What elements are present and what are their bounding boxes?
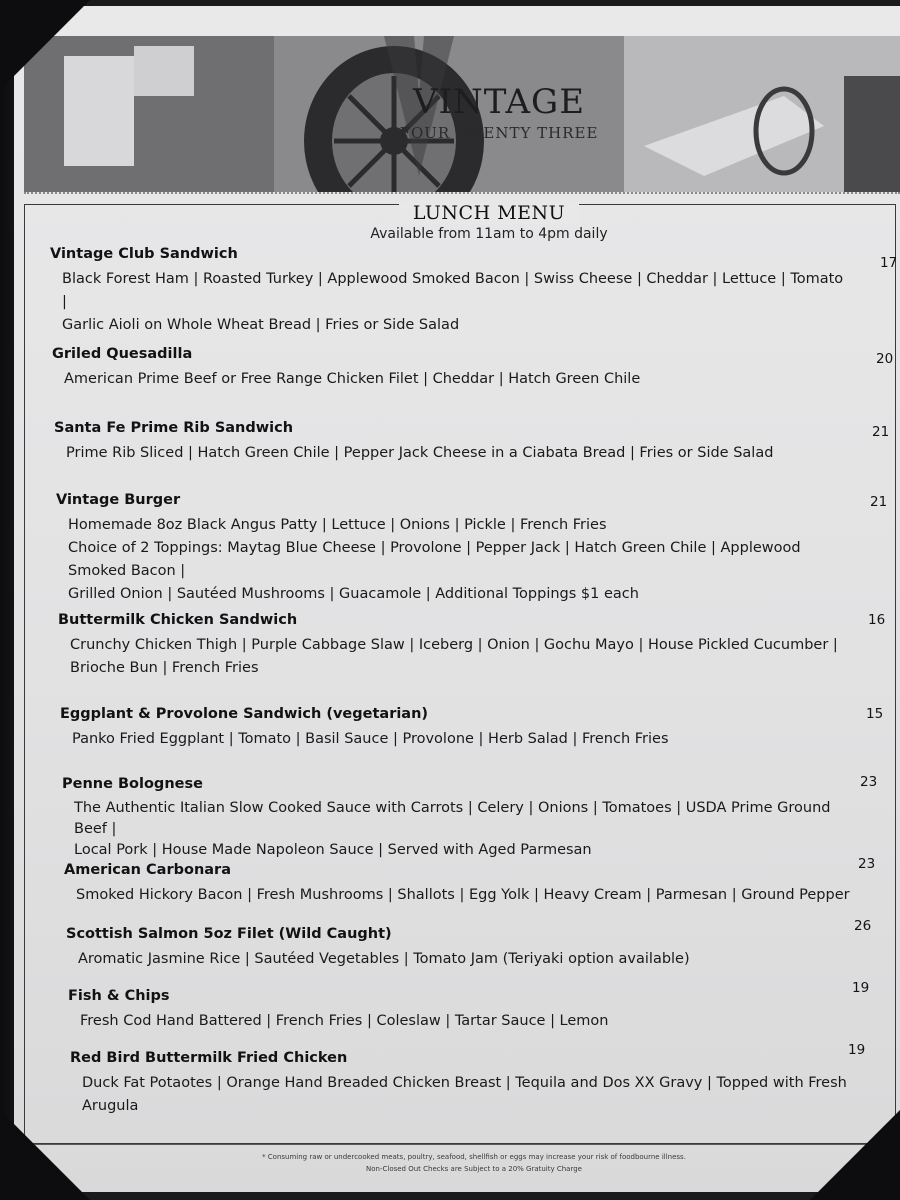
menu-item-name: Penne Bolognese — [62, 776, 203, 792]
menu-item-name: Scottish Salmon 5oz Filet (Wild Caught) — [66, 926, 392, 942]
menu-item-description: Duck Fat Potaotes | Orange Hand Breaded Chicken Breast | Tequila and Dos XX Gravy | Topped with Fresh Arugula — [82, 1075, 847, 1114]
menu-item-description: American Prime Beef or Free Range Chicken Filet | Cheddar | Hatch Green Chile — [64, 371, 641, 387]
menu-item-price: 15 — [866, 706, 884, 722]
header-divider — [24, 192, 900, 194]
footer-divider — [24, 1144, 900, 1145]
brand-logo-subtitle: FOUR TWENTY THREE — [399, 124, 599, 142]
footer-gratuity-note: Non-Closed Out Checks are Subject to a 20% Gratuity Charge — [366, 1165, 582, 1173]
menu-item-description: Homemade 8oz Black Angus Patty | Lettuce | Onions | Pickle | French Fries Choice of 2 Toppings: Maytag Blue Cheese | Provolone | Pepper Jack | Hatch Green Chile | Applewood Smoked Bacon | Grilled Onion | Sautéed Mushrooms | Guacamole | Additional Toppings $1 each — [68, 517, 801, 602]
menu-item-name: Vintage Burger — [56, 492, 181, 508]
menu-item — [64, 862, 864, 907]
menu-item-name: Buttermilk Chicken Sandwich — [58, 612, 298, 628]
menu-availability: Available from 11am to 4pm daily — [370, 226, 608, 242]
menu-item — [54, 420, 854, 465]
menu-item-price: 23 — [860, 774, 878, 790]
menu-item — [60, 706, 860, 751]
menu-item-price: 19 — [848, 1042, 866, 1058]
menu-item-name: Eggplant & Provolone Sandwich (vegetarian) — [60, 706, 429, 722]
menu-item-description: Black Forest Ham | Roasted Turkey | Applewood Smoked Bacon | Swiss Cheese | Cheddar | Lettuce | Tomato | Garlic Aioli on Whole Wheat Bread | Fries or Side Salad — [62, 271, 844, 333]
menu-item — [62, 776, 862, 861]
menu-item-name: Red Bird Buttermilk Fried Chicken — [70, 1050, 348, 1066]
menu-item-description: Smoked Hickory Bacon | Fresh Mushrooms | Shallots | Egg Yolk | Heavy Cream | Parmesan | Ground Pepper — [76, 887, 850, 903]
menu-item-price: 16 — [868, 612, 886, 628]
header-photo-banner — [24, 36, 900, 192]
menu-item-name: Griled Quesadilla — [52, 346, 193, 362]
menu-item — [66, 926, 866, 971]
menu-item-price: 19 — [852, 980, 870, 996]
menu-item-name: American Carbonara — [64, 862, 231, 878]
menu-page — [14, 6, 900, 1192]
menu-item-price: 21 — [870, 494, 888, 510]
menu-item — [68, 988, 868, 1033]
menu-item — [52, 346, 852, 391]
menu-item-price: 26 — [854, 918, 872, 934]
menu-item-description: Crunchy Chicken Thigh | Purple Cabbage Slaw | Iceberg | Onion | Gochu Mayo | House Pickled Cucumber | Brioche Bun | French Fries — [70, 637, 838, 676]
menu-item — [58, 612, 858, 680]
menu-item-name: Santa Fe Prime Rib Sandwich — [54, 420, 294, 436]
menu-item-price: 20 — [876, 351, 894, 367]
menu-item-price: 21 — [872, 424, 890, 440]
menu-item-description: The Authentic Italian Slow Cooked Sauce with Carrots | Celery | Onions | Tomatoes | USDA Prime Ground Beef | Local Pork | House Made Napoleon Sauce | Served with Aged Parmesan — [74, 800, 831, 858]
menu-item-description: Fresh Cod Hand Battered | French Fries | Coleslaw | Tartar Sauce | Lemon — [80, 1013, 609, 1029]
menu-item — [56, 492, 856, 606]
brand-logo-title: VINTAGE — [412, 82, 586, 122]
menu-item-description: Prime Rib Sliced | Hatch Green Chile | Pepper Jack Cheese in a Ciabata Bread | Fries or Side Salad — [66, 445, 774, 461]
menu-title: LUNCH MENU — [399, 202, 579, 224]
menu-item — [70, 1050, 870, 1118]
menu-item-price: 23 — [858, 856, 876, 872]
footer-disclaimer: * Consuming raw or undercooked meats, poultry, seafood, shellfish or eggs may increase your risk of foodbourne illness. — [262, 1153, 686, 1161]
menu-item-name: Fish & Chips — [68, 988, 170, 1004]
menu-item-description: Panko Fried Eggplant | Tomato | Basil Sauce | Provolone | Herb Salad | French Fries — [72, 731, 669, 747]
menu-item-description: Aromatic Jasmine Rice | Sautéed Vegetables | Tomato Jam (Teriyaki option available) — [78, 951, 690, 967]
menu-item-name: Vintage Club Sandwich — [50, 246, 238, 262]
menu-item-price: 17 — [880, 255, 898, 271]
menu-item — [50, 246, 850, 337]
